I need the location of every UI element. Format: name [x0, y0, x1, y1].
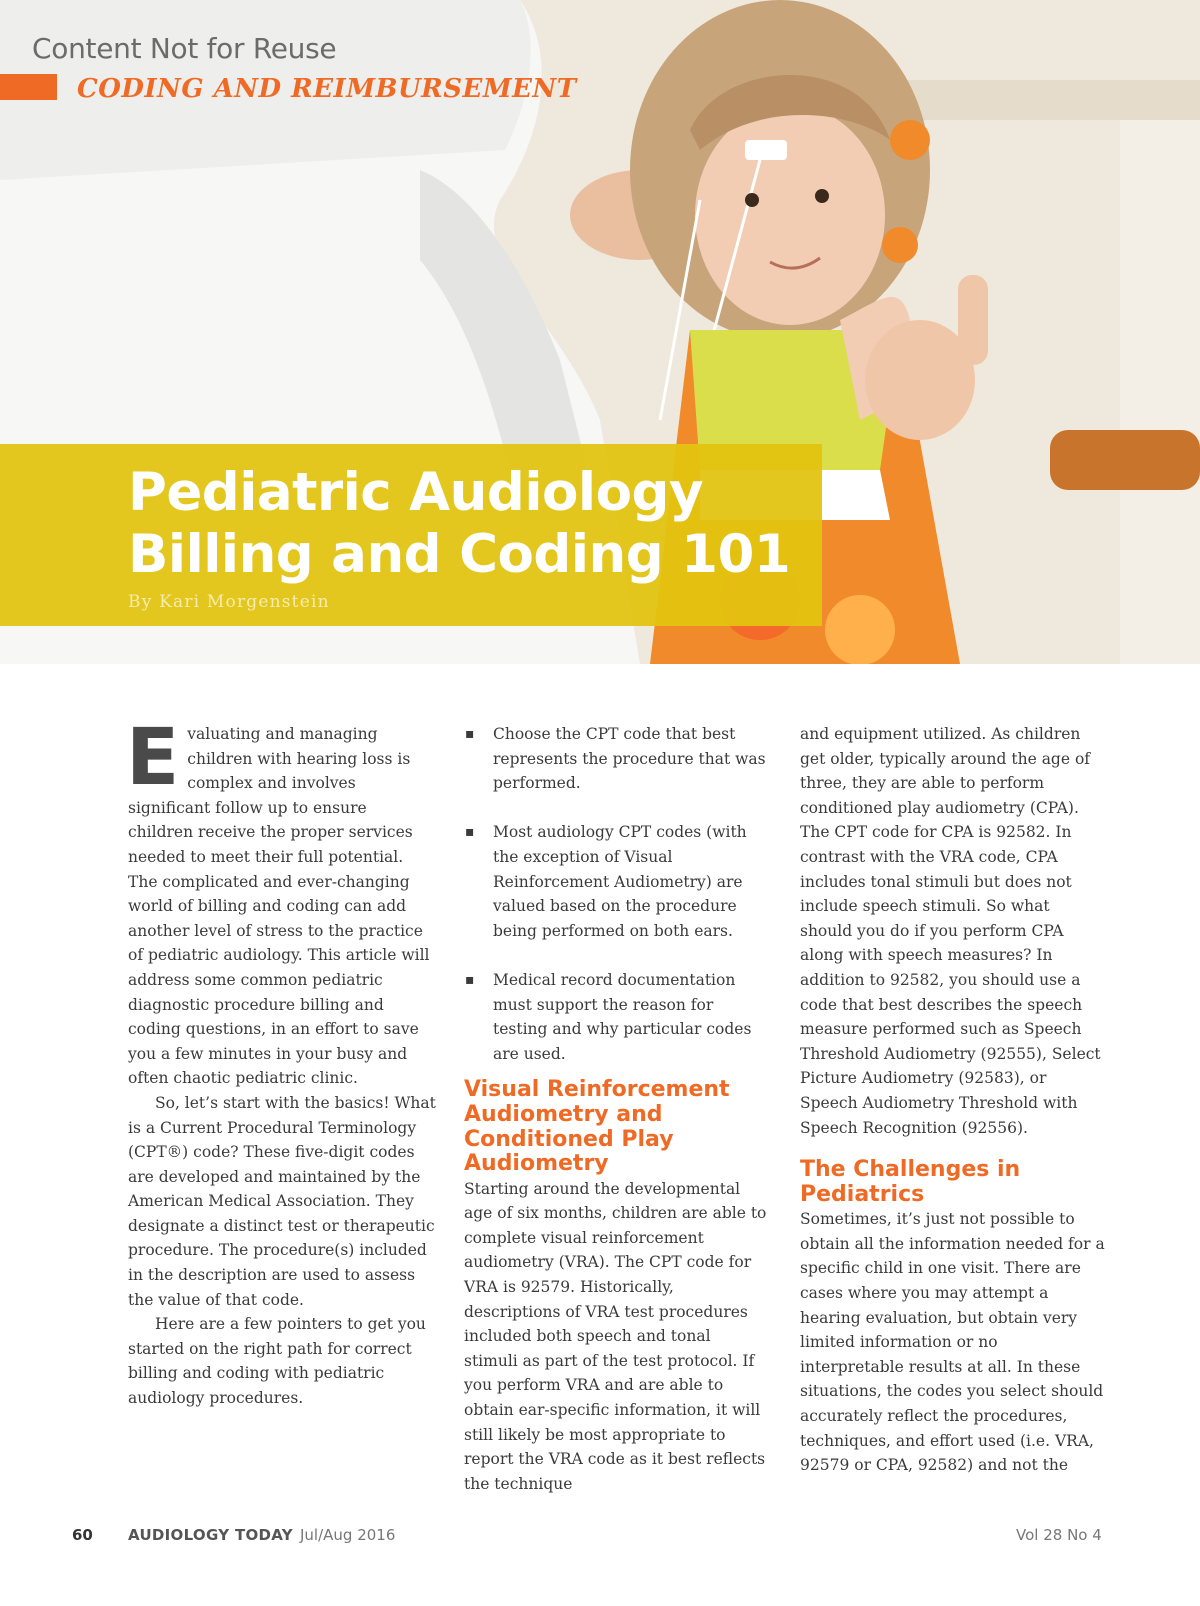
column-1 — [126, 713, 436, 1411]
paragraph-pointers: Here are a few pointers to get you started on the right path for correct billing and coding with pediatric audiology procedures. — [128, 1315, 426, 1408]
list-item-text: Most audiology CPT codes (with the exception of Visual Reinforcement Audiometry) are valued based on the procedure being performed on both ears. — [493, 823, 747, 940]
pointer-list — [464, 722, 768, 1066]
byline: By Kari Morgenstein — [128, 592, 330, 612]
bullet-icon: ▪ — [465, 971, 475, 988]
article-title-line-1: Pediatric Audiology — [128, 462, 704, 523]
list-item-text: Medical record documentation must support the reason for testing and why particular codes are used. — [493, 970, 752, 1063]
paragraph-challenges: Sometimes, it’s just not possible to obtain all the information needed for a specific child in one visit. There are cases where you may attempt a hearing evaluation, but obtain very limited information or no interpretable results at all. In these situations, the codes you select should accurately reflect the procedures, techniques, and effort used (i.e. VRA, 92579 or CPA, 92582) and not the — [800, 1210, 1105, 1475]
section-label: CODING AND REIMBURSEMENT — [77, 74, 577, 104]
paragraph-vra: Starting around the developmental age of six months, children are able to complete visual reinforcement audiometry (VRA). The CPT code for VRA is 92579. Historically, descriptions of VRA test procedures included both speech and tonal stimuli as part of the test protocol. If you perform VRA and are able to obtain ear-specific information, it will still likely be most appropriate to report the VRA code as it best reflects the technique — [464, 1179, 767, 1493]
drop-cap: E — [126, 713, 180, 803]
list-item — [464, 968, 768, 1066]
article-title — [128, 462, 790, 586]
page-number: 60 — [72, 1526, 93, 1544]
column-3 — [800, 722, 1106, 1478]
list-item-text: Choose the CPT code that best represents the procedure that was performed. — [493, 725, 766, 793]
watermark-text: Content Not for Reuse — [32, 32, 337, 65]
bullet-icon: ▪ — [465, 824, 475, 841]
intro-text: valuating and managing children with hearing loss is complex and involves significant follow up to ensure children receive the proper services needed to meet their full potential. The complicated and ever-changing world of billing and coding can add another level of stress to the practice of pediatric audiology. This article will address some common pediatric diagnostic procedure billing and coding questions, in an effort to save you a few minutes in your busy and often chaotic pediatric clinic. — [128, 725, 430, 1088]
bullet-icon: ▪ — [465, 726, 475, 742]
article-title-line-2: Billing and Coding 101 — [128, 524, 791, 585]
paragraph-basics: So, let’s start with the basics! What is a Current Procedural Terminology (CPT®) code? These five-digit codes are developed and maintained by the American Medical Association. They designate a distinct test or therapeutic procedure. The procedure(s) included in the description are used to assess the value of that code. — [128, 1093, 436, 1309]
heading-vra-cpa: Visual Reinforcement Audiometry and Conditioned Play Audiometry — [464, 1077, 730, 1177]
paragraph-cpa: and equipment utilized. As children get older, typically around the age of three, they are able to perform conditioned play audiometry (CPA). The CPT code for CPA is 92582. In contrast with the VRA code, CPA includes tonal stimuli but does not include speech stimuli. So what should you do if you perform CPA along with speech measures? In addition to 92582, you should use a code that best describes the speech measure performed such as Speech Threshold Audiometry (92555), Select Picture Audiometry (92583), or Speech Audiometry Threshold with Speech Recognition (92556). — [800, 725, 1101, 1137]
section-accent-bar — [0, 74, 57, 100]
column-2 — [464, 722, 768, 1496]
intro-paragraph — [126, 713, 436, 1091]
heading-challenges: The Challenges in Pediatrics — [800, 1157, 1021, 1207]
magazine-name: AUDIOLOGY TODAY — [128, 1526, 293, 1544]
issue-date: Jul/Aug 2016 — [300, 1526, 396, 1544]
hero-photo — [0, 0, 1200, 664]
list-item — [464, 722, 768, 796]
list-item — [464, 820, 768, 943]
volume-number: Vol 28 No 4 — [1016, 1526, 1102, 1544]
